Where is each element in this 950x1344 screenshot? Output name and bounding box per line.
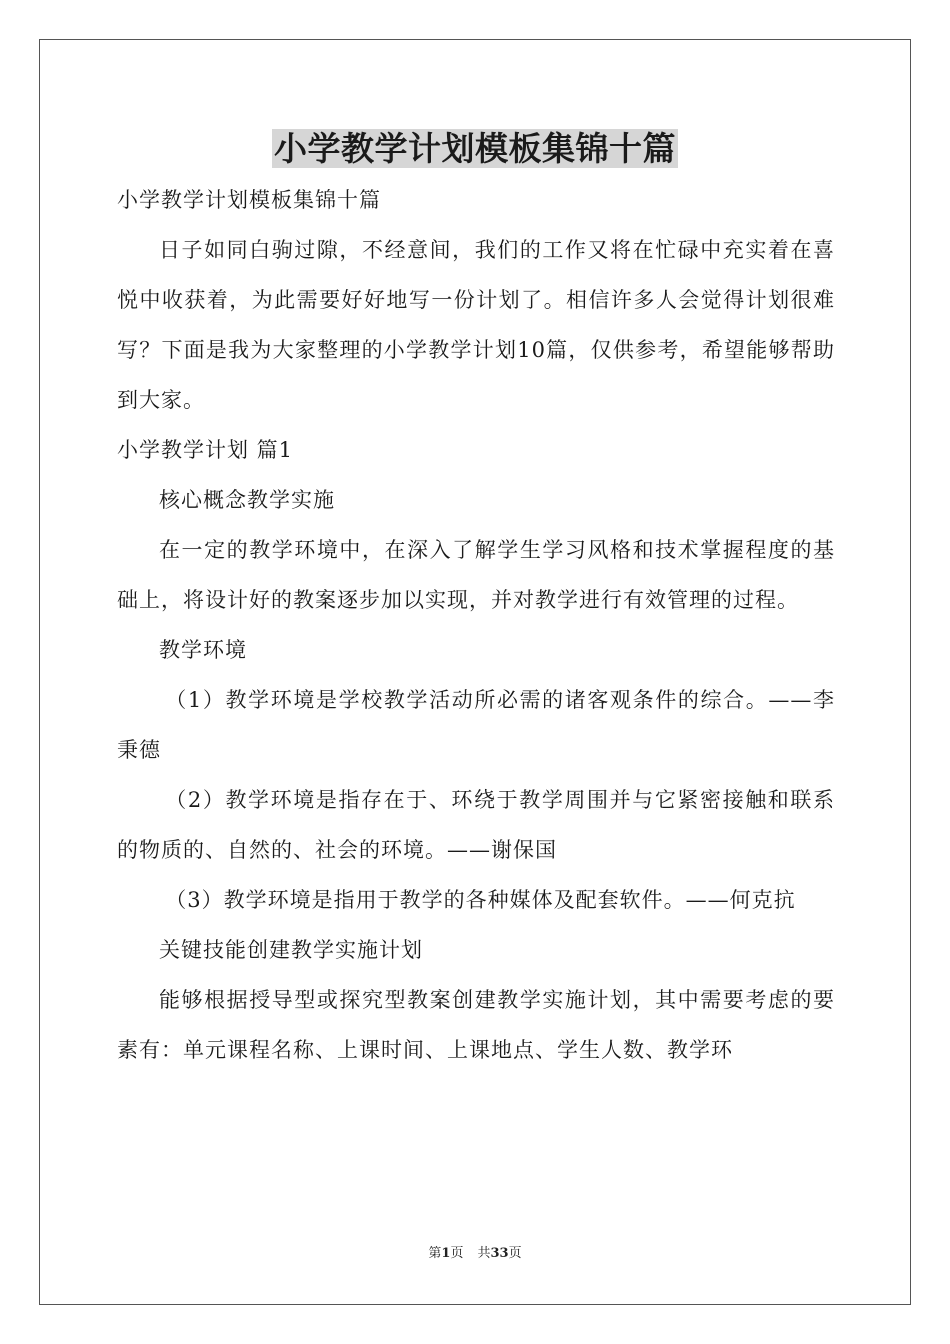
body-paragraph: （3）教学环境是指用于教学的各种媒体及配套软件。——何克抗	[165, 888, 796, 912]
document-title	[0, 124, 950, 174]
body-paragraph: （1）教学环境是学校教学活动所必需的诸客观条件的综合。——李秉德	[117, 688, 835, 762]
body-paragraph: 日子如同白驹过隙，不经意间，我们的工作又将在忙碌中充实着在喜悦中收获着，为此需要好好地写一份计划了。相信许多人会觉得计划很难写？下面是我为大家整理的小学教学计划10篇，仅供参考，希望能够帮助到大家。	[117, 238, 835, 412]
body-paragraph: 教学环境	[159, 638, 247, 662]
body-paragraph: 核心概念教学实施	[159, 488, 335, 512]
body-paragraph: 关键技能创建教学实施计划	[159, 938, 423, 962]
body-paragraph: 在一定的教学环境中，在深入了解学生学习风格和技术掌握程度的基础上，将设计好的教案逐步加以实现，并对教学进行有效管理的过程。	[117, 538, 835, 612]
document-title-text: 小学教学计划模板集锦十篇	[274, 129, 676, 168]
page-number: 第1页	[428, 1246, 464, 1261]
body-paragraph: （2）教学环境是指存在于、环绕于教学周围并与它紧密接触和联系的物质的、自然的、社会的环境。——谢保国	[117, 788, 835, 862]
page-total: 共33页	[477, 1246, 522, 1261]
page-footer	[0, 1244, 950, 1264]
body-paragraph: 能够根据授导型或探究型教案创建教学实施计划，其中需要考虑的要素有：单元课程名称、上课时间、上课地点、学生人数、教学环	[117, 988, 835, 1062]
body-paragraph: 小学教学计划模板集锦十篇	[117, 188, 381, 212]
document-body	[117, 175, 835, 1075]
section-heading: 小学教学计划 篇1	[117, 438, 294, 462]
